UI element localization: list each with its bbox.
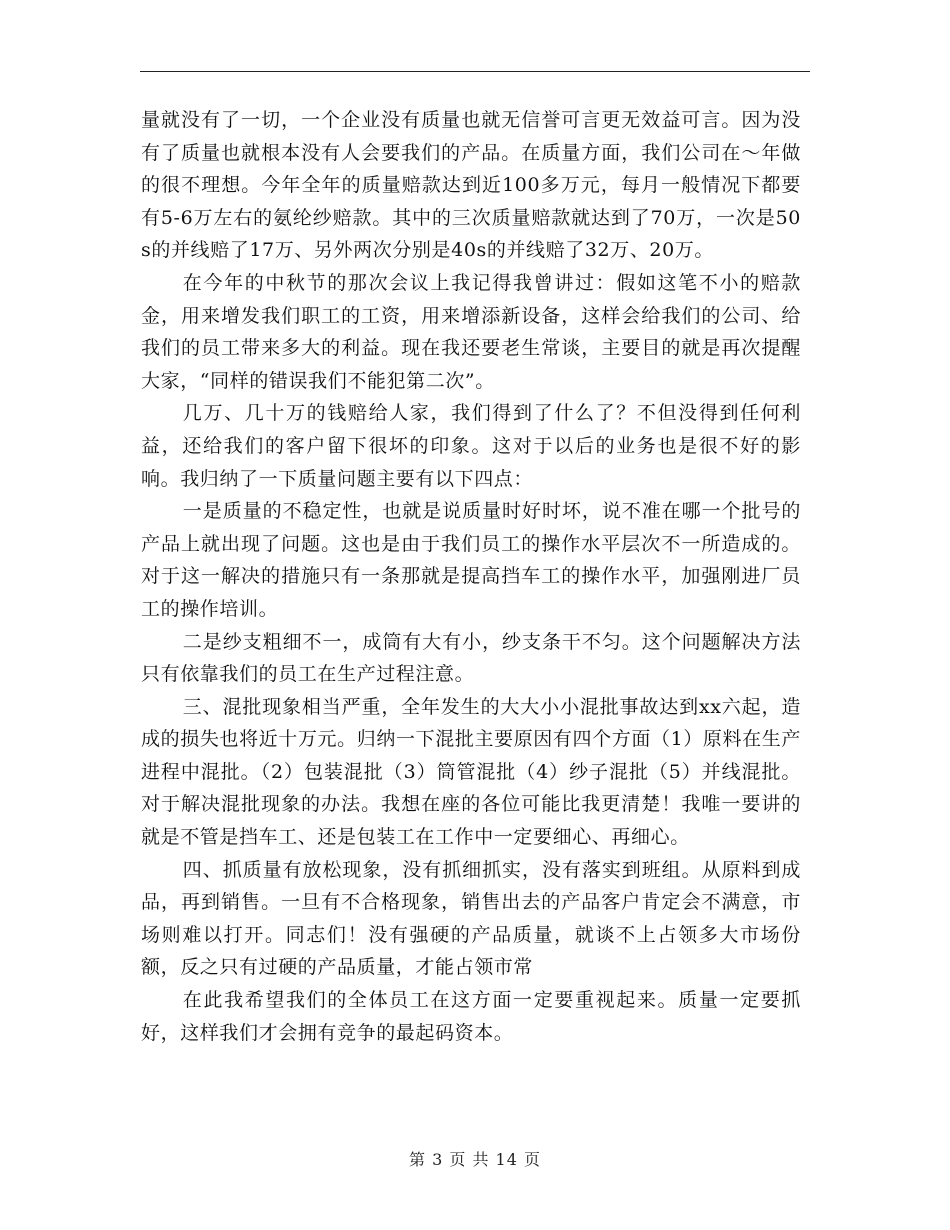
paragraph-point-three: 三、混批现象相当严重，全年发生的大大小小混批事故达到xx六起，造成的损失也将近十万元。归纳一下混批主要原因有四个方面（1）原料在生产进程中混批。（2）包装混批（3）筒管混批（4）纱子混批（5）并线混批。对于解决混批现象的办法。我想在座的各位可能比我更清楚！我唯一要讲的就是不管是挡车工、还是包装工在工作中一定要细心、再细心。 [141,695,801,849]
document-body [141,104,801,1049]
paragraph-mid-autumn-meeting: 在今年的中秋节的那次会议上我记得我曾讲过：假如这笔不小的赔款金，用来增发我们职工的工资，用来增添新设备，这样会给我们的公司、给我们的员工带来多大的利益。现在我还要老生常谈，主要目的就是再次提醒大家，“同样的错误我们不能犯第二次”。 [141,271,801,392]
paragraph-compensation-impact: 几万、几十万的钱赔给人家，我们得到了什么了？不但没得到任何利益，还给我们的客户留下很坏的印象。这对于以后的业务也是很不好的影响。我归纳了一下质量问题主要有以下四点： [141,402,801,490]
paragraph-closing: 在此我希望我们的全体员工在这方面一定要重视起来。质量一定要抓好，这样我们才会拥有竞争的最起码资本。 [141,989,801,1044]
header-rule [140,71,810,72]
paragraph-point-two: 二是纱支粗细不一，成筒有大有小，纱支条干不匀。这个问题解决方法只有依靠我们的员工在生产过程注意。 [141,630,801,686]
page-number-footer: 第 3 页 共 14 页 [409,1150,541,1169]
paragraph-point-four: 四、抓质量有放松现象，没有抓细抓实，没有落实到班组。从原料到成品，再到销售。一旦有不合格现象，销售出去的产品客户肯定会不满意，市场则难以打开。同志们！没有强硬的产品质量，就谈不上占领多大市场份额，反之只有过硬的产品质量，才能占领市常 [141,858,801,979]
paragraph-continuation: 量就没有了一切，一个企业没有质量也就无信誉可言更无效益可言。因为没有了质量也就根本没有人会要我们的产品。在质量方面，我们公司在～年做的很不理想。今年全年的质量赔款达到近100多万元，每月一般情况下都要有5-6万左右的氨纶纱赔款。其中的三次质量赔款就达到了70万，一次是50s的并线赔了17万、另外两次分别是40s的并线赔了32万、20万。 [141,109,801,262]
paragraph-point-one: 一是质量的不稳定性，也就是说质量时好时坏，说不准在哪一个批号的产品上就出现了问题。这也是由于我们员工的操作水平层次不一所造成的。对于这一解决的措施只有一条那就是提高挡车工的操作水平，加强刚进厂员工的操作培训。 [141,500,801,620]
